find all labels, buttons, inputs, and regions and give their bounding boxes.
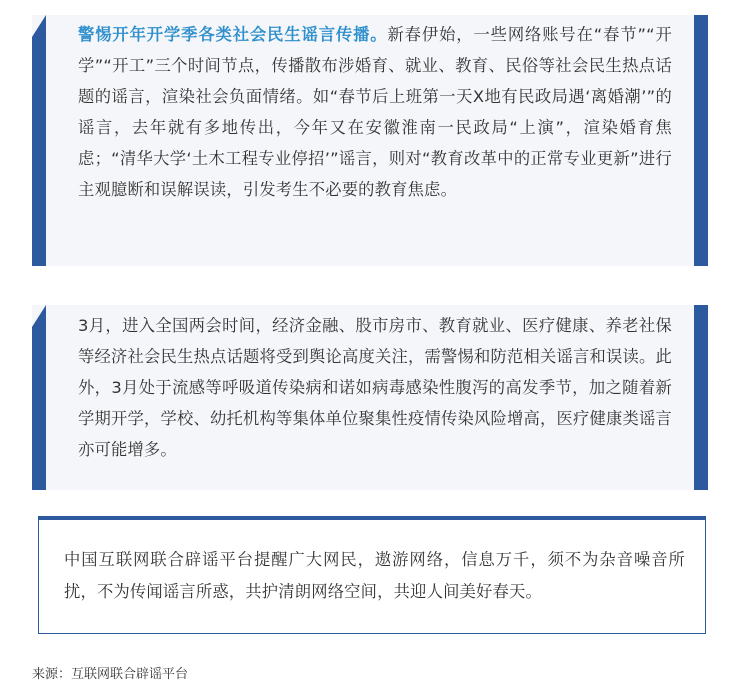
card-left-accent-bar [32, 15, 46, 266]
rumor-warning-card-1 [32, 15, 708, 266]
platform-notice-box [38, 516, 706, 634]
card-paragraph [78, 19, 672, 205]
card-body-text: 3月，进入全国两会时间，经济金融、股市房市、教育就业、医疗健康、养老社保等经济社会民生热点话题将受到舆论高度关注，需警惕和防范相关谣言和误读。此外，3月处于流感等呼吸道传染病和诺如病毒感染性腹泻的高发季节，加之随着新学期开学，学校、幼托机构等集体单位聚集性疫情传染风险增高，医疗健康类谣言亦可能增多。 [78, 316, 672, 459]
notice-text: 中国互联网联合辟谣平台提醒广大网民，遨游网络，信息万千，须不为杂音噪音所扰，不为传闻谣言所惑，共护清朗网络空间，共迎人间美好春天。 [64, 550, 685, 601]
card-right-accent-bar [694, 15, 708, 266]
rumor-warning-card-2 [32, 305, 708, 490]
card-left-accent-bar [32, 305, 46, 490]
card-right-accent-bar [694, 305, 708, 490]
source-credit: 来源：互联网联合辟谣平台 [32, 667, 189, 682]
card-body-text: 新春伊始，一些网络账号在“春节”“开学”“开工”三个时间节点，传播散布涉婚育、就业、教育、民俗等社会民生热点话题的谣言，渲染社会负面情绪。如“春节后上班第一天X地有民政局遇‘离婚潮’”的谣言，去年就有多地传出，今年又在安徽淮南一民政局“上演”，渲染婚育焦虑；“清华大学‘土木工程专业停招’”谣言，则对“教育改革中的正常专业更新”进行主观臆断和误解误读，引发考生不必要的教育焦虑。 [78, 25, 672, 199]
card-lead-heading: 警惕开年开学季各类社会民生谣言传播。 [78, 25, 388, 44]
